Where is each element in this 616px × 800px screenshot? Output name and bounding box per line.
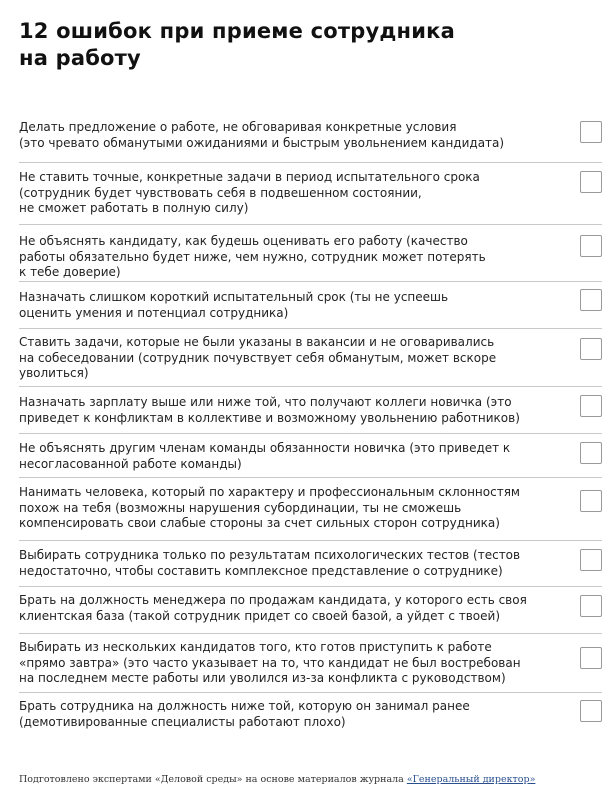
checklist-item xyxy=(19,478,602,541)
checklist-checkbox[interactable] xyxy=(580,595,602,617)
checklist-item xyxy=(19,434,602,478)
page-title: 12 ошибок при приеме сотрудника на работу xyxy=(19,19,455,70)
checklist-item-text: Не объяснять кандидату, как будешь оценивать его работу (качество работы обязательно будет ниже, чем нужно, сотрудник может потерять к тебе доверие) xyxy=(19,234,486,279)
checklist-item-text: Выбирать сотрудника только по результатам психологических тестов (тестов недостаточно, чтобы составить комплексное представление о сотруднике) xyxy=(19,548,521,578)
checklist-item-text: Не объяснять другим членам команды обязанности новичка (это приведет к несогласованной работе команды) xyxy=(19,441,511,471)
checklist-checkbox[interactable] xyxy=(580,289,602,311)
checklist-item xyxy=(19,587,602,634)
checklist-item-text: Делать предложение о работе, не обговаривая конкретные условия (это чревато обманутыми ожиданиями и быстрым увольнением кандидата) xyxy=(19,120,505,150)
checklist-item-text: Назначать зарплату выше или ниже той, что получают коллеги новичка (это приведет к конфликтам в коллективе и возможному увольнению работников) xyxy=(19,395,520,425)
checklist-checkbox[interactable] xyxy=(580,490,602,512)
checklist-checkbox[interactable] xyxy=(580,235,602,257)
checklist-checkbox[interactable] xyxy=(580,442,602,464)
checklist-checkbox[interactable] xyxy=(580,171,602,193)
checklist-item xyxy=(19,163,602,225)
checklist-checkbox[interactable] xyxy=(580,395,602,417)
checklist-item-text: Назначать слишком короткий испытательный срок (ты не успеешь оценить умения и потенциал сотрудника) xyxy=(19,290,449,320)
checklist xyxy=(19,116,602,737)
checklist-item xyxy=(19,541,602,587)
checklist-item xyxy=(19,225,602,282)
checklist-item xyxy=(19,282,602,329)
checklist-item xyxy=(19,693,602,737)
source-note xyxy=(19,774,535,785)
checklist-checkbox[interactable] xyxy=(580,338,602,360)
checklist-item xyxy=(19,329,602,387)
checklist-item-text: Не ставить точные, конкретные задачи в период испытательного срока (сотрудник будет чувствовать себя в подвешенном состоянии, не сможет работать в полную силу) xyxy=(19,170,480,215)
source-note-text: Подготовлено экспертами «Деловой среды» на основе материалов журнала xyxy=(19,774,407,785)
checklist-item xyxy=(19,634,602,693)
checklist-item xyxy=(19,387,602,434)
checklist-checkbox[interactable] xyxy=(580,700,602,722)
checklist-item-text: Выбирать из нескольких кандидатов того, кто готов приступить к работе «прямо завтра» (это часто указывает на то, что кандидат не был востребован на последнем месте работы или уволился из-за конфликта с руководством) xyxy=(19,640,521,685)
checklist-item-text: Ставить задачи, которые не были указаны в вакансии и не оговаривались на собеседовании (сотрудник почувствует себя обманутым, может вскоре уволиться) xyxy=(19,335,497,380)
checklist-item-text: Брать сотрудника на должность ниже той, которую он занимал ранее (демотивированные специалисты работают плохо) xyxy=(19,699,470,729)
checklist-checkbox[interactable] xyxy=(580,647,602,669)
checklist-item-text: Брать на должность менеджера по продажам кандидата, у которого есть своя клиентская база (такой сотрудник придет со своей базой, а уйдет с твоей) xyxy=(19,593,527,623)
checklist-item xyxy=(19,116,602,163)
checklist-checkbox[interactable] xyxy=(580,121,602,143)
source-link[interactable]: «Генеральный директор» xyxy=(406,774,536,785)
checklist-item-text: Нанимать человека, который по характеру и профессиональным склонностям похож на тебя (возможны нарушения субординации, ты не сможешь компенсировать свои слабые стороны за счет сильных сторон сотрудника) xyxy=(19,485,520,530)
checklist-checkbox[interactable] xyxy=(580,549,602,571)
